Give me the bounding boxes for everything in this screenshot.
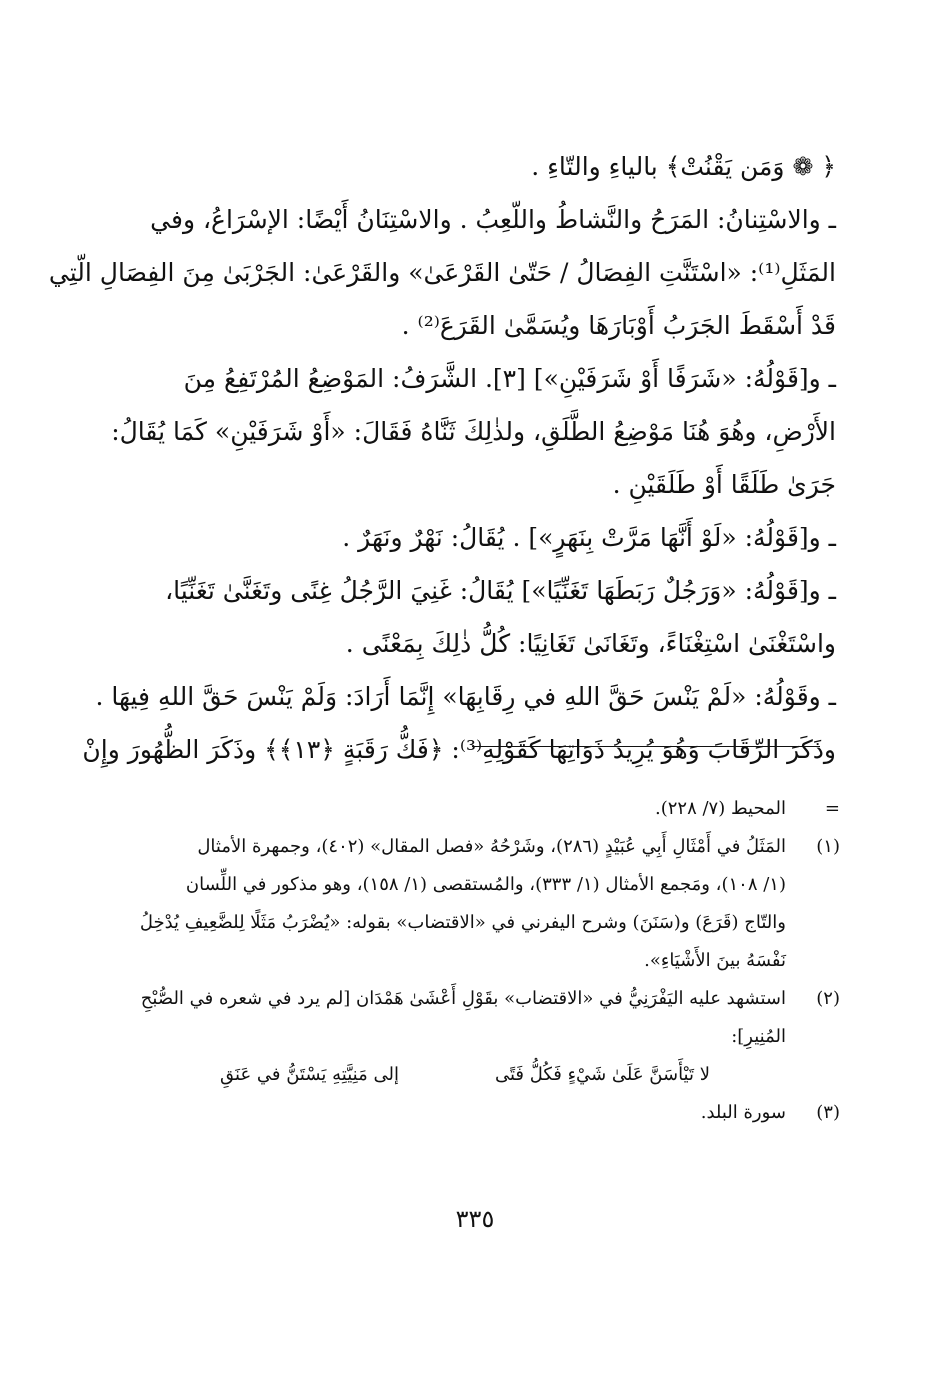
footnote-text: المحيط (٧/ ٢٢٨). (654, 798, 786, 819)
text-line: ـ و[قَوْلُهُ: «شَرَفًا أَوْ شَرَفَيْنِ»] [٣]. الشَّرَفُ: المَوْضِعُ المُرْتَفِعُ مِنَ (183, 364, 836, 393)
verse-hemistich-second: إلى مَنِيَّتِهِ يَسْتَنُّ في عَنَقِ (220, 1064, 399, 1085)
footnote-2-line (100, 1018, 840, 1056)
footnote-text: (١/ ١٠٨)، ومَجمع الأمثال (١/ ٣٣٣)، والمُستقصى (١/ ١٥٨)، وهو مذكور في اللِّسان (185, 874, 786, 895)
footnote-text: المَثَلُ في أَمْثَالِ أَبِي عُبَيْدٍ (٢٨٦)، وشَرْحُهُ «فصل المقال» (٤٠٢)، وجمهرة الأمثال (197, 836, 786, 857)
footnote-text: استشهد عليه اليَفْرَنِيُّ في «الاقتضاب» بقَوْلِ أَعْشَىٰ هَمْدَان [لم يرد في شعره في الصُّبْحِ (140, 988, 786, 1009)
text-line: ـ والاسْتِنانُ: المَرَحُ والنَّشاطُ واللّعِبُ . والاسْتِنَانُ أَيْضًا: الإسْرَاعُ، وفي (150, 205, 836, 234)
footnote-2 (100, 980, 840, 1018)
footnote-1 (100, 828, 840, 866)
footnote-number: (٢) (816, 988, 840, 1009)
footnote-text: المُنِيرِ]: (731, 1026, 786, 1047)
footnote-1-line (100, 942, 840, 980)
text-line: جَرَىٰ طَلَقًا أَوْ طَلَقَيْنِ . (612, 470, 836, 499)
footnote-text: سورة البلد. (700, 1102, 786, 1123)
footnote-1-line (100, 866, 840, 904)
text-line: المَثَلِ⁽¹⁾: «اسْتَنَّتِ الفِصَالُ / حَتّىٰ القَرْعَىٰ» والقَرْعَىٰ: الجَرْبَىٰ مِنَ الفِصَالِ الّتِي (48, 258, 836, 287)
text-line: قَدْ أَسْقَطَ الجَرَبُ أَوْبَارَهَا ويُسَمَّىٰ القَرَعَ⁽²⁾ . (401, 311, 836, 340)
footnote-text: نَفْسَهُ بينَ الأَشْيَاءِ». (644, 950, 786, 971)
text-line: ﴿ ❁ وَمَن يَقْنُتْ﴾ بالياءِ والتّاءِ . (531, 152, 836, 181)
footnote-number: (١) (816, 836, 840, 857)
footnote-text: والتّاج (قَرَعَ) و(سَنَنَ) وشرح اليفرني في «الاقتضاب» بقوله: «يُضْرَبُ مَثَلًا لِلضَّعِيفِ يُدْخِلُ (139, 912, 786, 933)
text-line: واسْتَغْنَىٰ اسْتِغْنَاءً، وتَغَانَىٰ تَغَانِيًا: كُلُّ ذٰلِكَ بِمَعْنًى . (345, 629, 836, 658)
text-line: الأَرْضِ، وهُوَ هُنَا مَوْضِعُ الطَّلَقِ، ولذٰلِكَ ثَنَّاهُ فَقَالَ: «أَوْ شَرَفَيْنِ» كَمَا يُقَالُ: (111, 417, 836, 446)
footnote-1-line (100, 904, 840, 942)
continuation-mark: = (824, 798, 840, 819)
footnote-number: (٣) (816, 1102, 840, 1123)
footnote-3 (100, 1094, 840, 1132)
text-line: ـ و[قَوْلُهُ: «وَرَجُلٌ رَبَطَهَا تَغَنِّيًا»] يُقَالُ: غَنِيَ الرَّجُلُ غِنًى وتَغَنَّىٰ تَغَنِّيًا، (165, 576, 836, 605)
footnotes (100, 790, 840, 1132)
text-line: وذَكَرَ الرِّقَابَ وَهُوَ يُرِيدُ ذَوَاتِهَا كَقَوْلِهِ⁽³⁾: ﴿فَكُّ رَقَبَةٍ ﴿١٣﴾﴾ وذَكَرَ الظُّهُورَ وإِنْ (82, 735, 836, 764)
footnote-continuation (100, 790, 840, 828)
text-line: ـ و[قَوْلُهُ: «لَوْ أَنَّهَا مَرَّتْ بِنَهَرٍ»] . يُقَالُ: نَهْرٌ ونَهَرٌ . (342, 523, 836, 552)
verse-hemistich-first: لا تَيْأَسَنَّ عَلَىٰ شَيْءٍ فَكُلُّ فَتًى (494, 1064, 710, 1085)
footnote-separator (472, 746, 820, 747)
text-line: ـ وقَوْلُهُ: «لَمْ يَنْسَ حَقَّ اللهِ في رِقَابِهَا» إِنَّمَا أَرَادَ: وَلَمْ يَنْسَ حَقَّ اللهِ فِيهَا . (95, 682, 836, 711)
page-number: ٣٣٥ (455, 1205, 495, 1233)
main-text (48, 140, 836, 776)
poetry-verse (220, 1056, 710, 1094)
